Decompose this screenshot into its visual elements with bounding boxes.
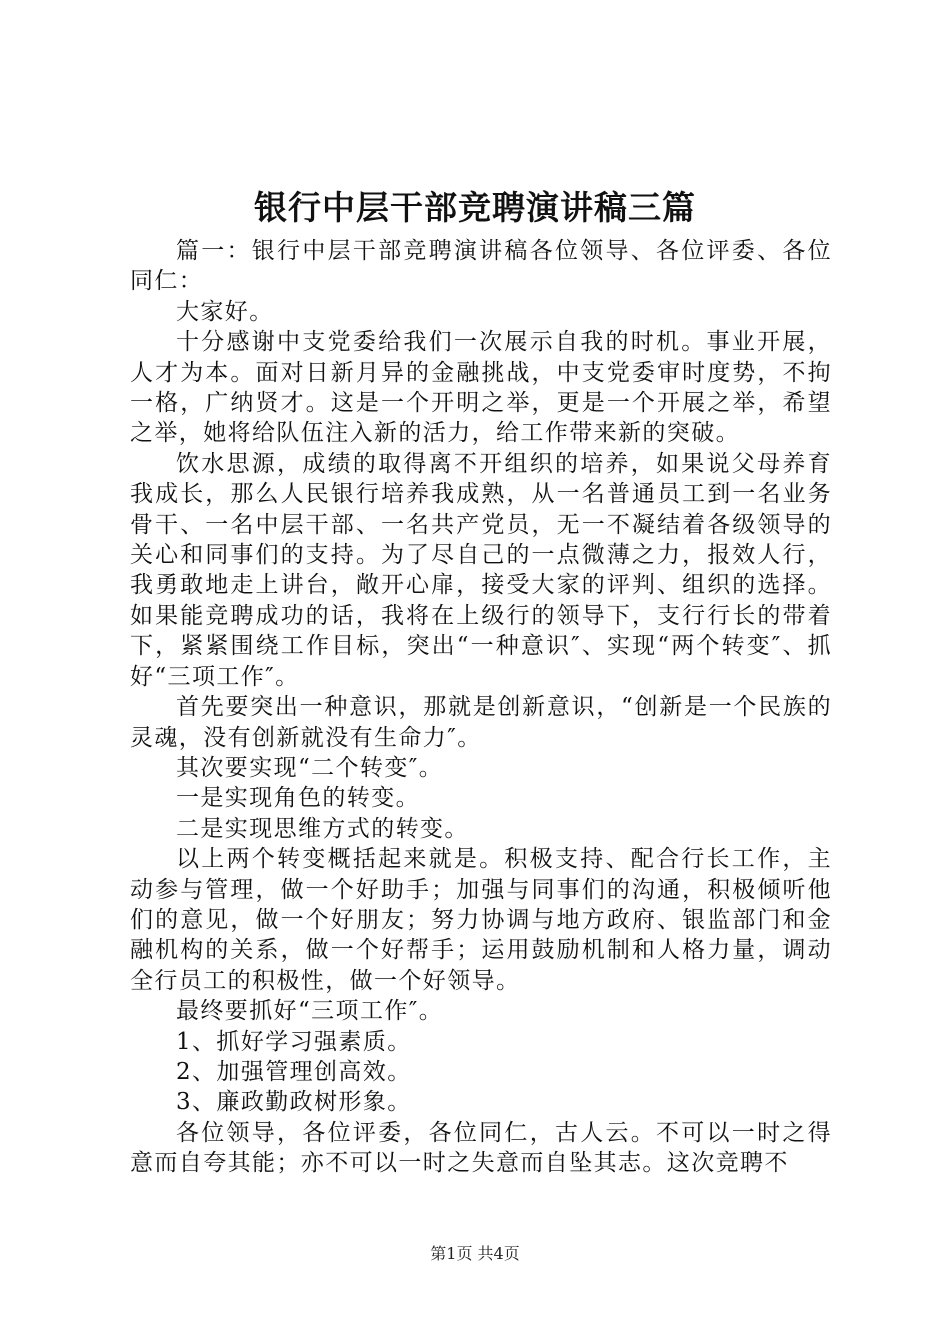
body-paragraph: 1、抓好学习强素质。: [176, 1028, 412, 1055]
body-paragraph: 二是实现思维方式的转变。: [176, 815, 469, 842]
body-paragraph: 十分感谢中支党委给我们一次展示自我的时机。事业开展，人才为本。面对日新月异的金融挑战，中支党委审时度势，不拘一格，广纳贤才。这是一个开明之举，更是一个开展之举，希望之举，她将给队伍注入新的活力，给工作带来新的突破。: [130, 329, 832, 447]
body-paragraph: 3、廉政勤政树形象。: [176, 1089, 412, 1116]
body-paragraph: 最终要抓好“三项工作″。: [176, 998, 444, 1025]
page-number-footer: 第1页 共4页: [430, 1244, 520, 1263]
document-body: [130, 236, 832, 1179]
body-paragraph: 以上两个转变概括起来就是。积极支持、配合行长工作，主动参与管理，做一个好助手；加强与同事们的沟通，积极倾听他们的意见，做一个好朋友；努力协调与地方政府、银监部门和金融机构的关系，做一个好帮手；运用鼓励机制和人格力量，调动全行员工的积极性，做一个好领导。: [130, 846, 832, 994]
body-paragraph: 各位领导，各位评委，各位同仁，古人云。不可以一时之得意而自夸其能；亦不可以一时之失意而自坠其志。这次竞聘不: [130, 1119, 832, 1177]
document-title: 银行中层干部竞聘演讲稿三篇: [254, 188, 696, 227]
body-paragraph: 2、加强管理创高效。: [176, 1058, 412, 1085]
body-paragraph: 首先要突出一种意识，那就是创新意识，“创新是一个民族的灵魂，没有创新就没有生命力″。: [130, 694, 832, 751]
body-paragraph: 一是实现角色的转变。: [176, 785, 420, 812]
body-paragraph: 其次要实现“二个转变″。: [176, 754, 444, 781]
body-paragraph: 饮水思源，成绩的取得离不开组织的培养，如果说父母养育我成长，那么人民银行培养我成熟，从一名普通员工到一名业务骨干、一名中层干部、一名共产党员，无一不凝结着各级领导的关心和同事们的支持。为了尽自己的一点微薄之力，报效人行，我勇敢地走上讲台，敞开心扉，接受大家的评判、组织的选择。如果能竞聘成功的话，我将在上级行的领导下，支行行长的带着下，紧紧围绕工作目标，突出“一种意识″、实现“两个转变″、抓好“三项工作″。: [130, 450, 832, 690]
body-paragraph: 大家好。: [176, 298, 274, 325]
body-paragraph: 篇一：银行中层干部竞聘演讲稿各位领导、各位评委、各位同仁：: [130, 238, 832, 295]
